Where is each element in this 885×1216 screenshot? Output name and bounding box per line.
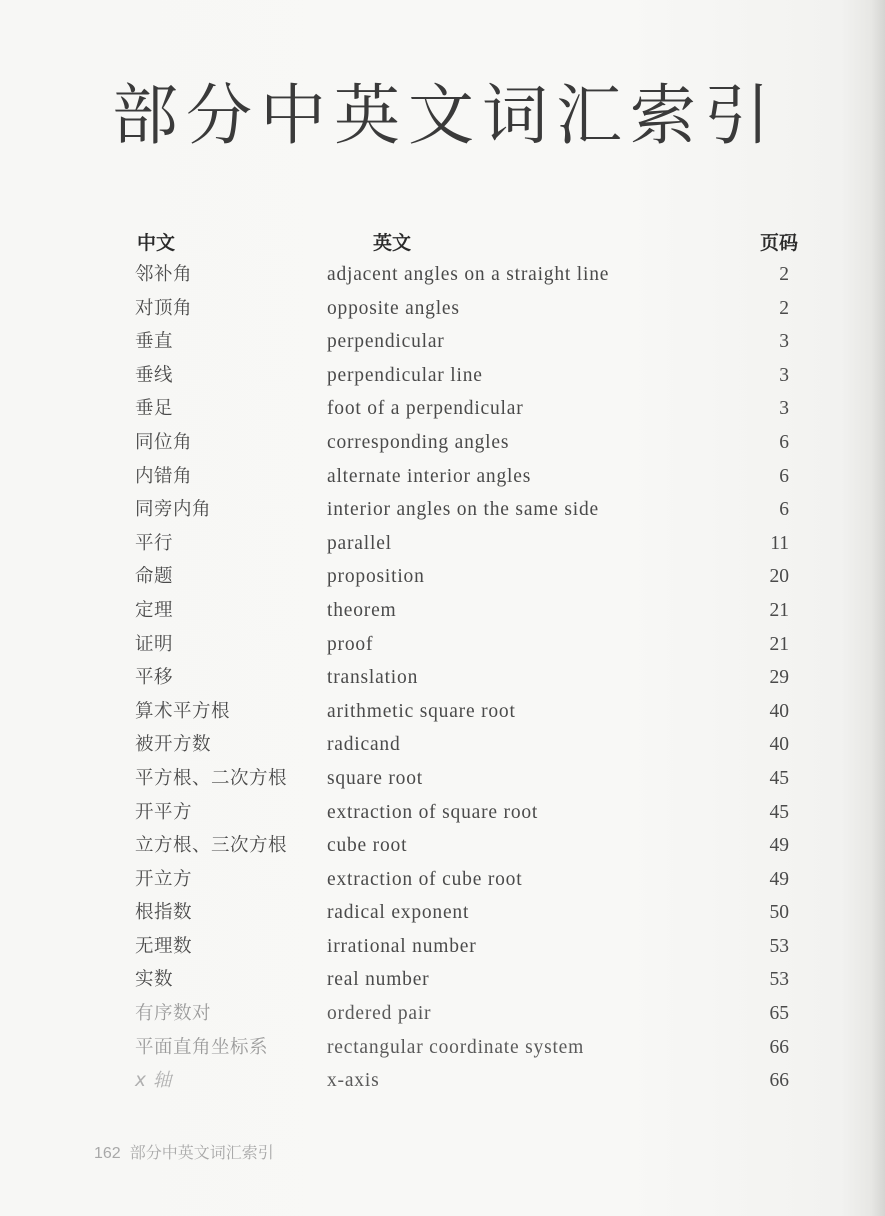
term-chinese: 无理数 (135, 935, 193, 957)
term-page: 2 (779, 297, 789, 319)
table-row (0, 460, 885, 494)
term-page: 45 (769, 801, 789, 823)
term-page: 65 (769, 1003, 789, 1025)
term-page: 49 (769, 868, 789, 890)
term-english: perpendicular (327, 331, 445, 353)
table-row (0, 796, 885, 830)
footer-page-number: 162 (94, 1145, 121, 1162)
header-page: 页码 (760, 232, 799, 254)
table-row (0, 661, 885, 695)
term-page: 2 (779, 264, 789, 285)
term-chinese: 实数 (135, 969, 174, 991)
table-row (0, 493, 885, 527)
term-english: interior angles on the same side (327, 499, 599, 521)
term-english: proof (327, 633, 374, 655)
table-row (0, 594, 885, 628)
term-chinese: 垂足 (135, 398, 174, 420)
vocabulary-list (0, 258, 885, 1098)
table-row (0, 930, 885, 964)
term-english: alternate interior angles (327, 465, 532, 487)
header-chinese: 中文 (137, 232, 176, 254)
term-page: 6 (779, 499, 789, 521)
term-page: 11 (770, 532, 789, 554)
table-row (0, 359, 885, 393)
term-page: 53 (769, 935, 789, 957)
term-english: translation (327, 667, 419, 689)
page-footer (94, 1140, 274, 1163)
footer-running-title: 部分中英文词汇索引 (129, 1143, 274, 1162)
term-english: parallel (327, 532, 392, 554)
table-row (0, 560, 885, 594)
term-chinese: 垂线 (135, 364, 174, 386)
term-page: 20 (769, 566, 789, 588)
term-page: 40 (769, 700, 789, 722)
term-page: 66 (769, 1036, 789, 1058)
table-row (0, 829, 885, 863)
term-chinese: 证明 (135, 633, 174, 655)
term-chinese: 内错角 (135, 465, 193, 487)
term-chinese: 同旁内角 (135, 499, 212, 521)
term-chinese: 被开方数 (135, 734, 212, 756)
term-english: corresponding angles (327, 431, 510, 453)
table-row (0, 728, 885, 762)
term-page: 3 (779, 331, 789, 353)
term-english: radical exponent (327, 902, 470, 924)
term-chinese: 开立方 (135, 868, 193, 890)
table-row (0, 258, 885, 292)
term-page: 66 (769, 1070, 789, 1092)
term-english: square root (327, 767, 423, 789)
term-page: 21 (769, 633, 789, 655)
table-row (0, 628, 885, 662)
term-english: radicand (327, 734, 401, 756)
table-row (0, 325, 885, 359)
term-chinese: x 轴 (135, 1070, 172, 1092)
table-row (0, 426, 885, 460)
term-chinese: 同位角 (135, 431, 193, 453)
term-chinese: 有序数对 (135, 1003, 212, 1025)
term-english: extraction of square root (327, 801, 539, 823)
term-page: 40 (769, 734, 789, 756)
table-row (0, 392, 885, 426)
term-english: proposition (327, 566, 425, 588)
term-chinese: 对顶角 (135, 297, 193, 319)
header-english: 英文 (373, 232, 412, 254)
term-chinese: 命题 (135, 566, 174, 588)
term-chinese: 算术平方根 (135, 700, 231, 722)
term-page: 6 (779, 431, 789, 453)
term-chinese: 立方根、三次方根 (135, 835, 288, 857)
table-row (0, 292, 885, 326)
term-chinese: 平移 (135, 667, 174, 689)
term-english: arithmetic square root (327, 700, 516, 722)
term-english: theorem (327, 599, 397, 621)
term-chinese: 开平方 (135, 801, 193, 823)
term-english: opposite angles (327, 297, 460, 319)
term-english: foot of a perpendicular (327, 398, 524, 420)
term-page: 45 (769, 767, 789, 789)
table-row (0, 963, 885, 997)
term-english: x-axis (327, 1070, 380, 1092)
term-chinese: 平方根、二次方根 (135, 767, 288, 789)
table-header (0, 228, 885, 258)
term-english: cube root (327, 835, 408, 857)
term-english: rectangular coordinate system (327, 1036, 585, 1058)
table-row (0, 863, 885, 897)
term-page: 6 (779, 465, 789, 487)
term-english: real number (327, 969, 430, 991)
term-english: perpendicular line (327, 364, 483, 386)
term-page: 53 (769, 969, 789, 991)
table-row (0, 997, 885, 1031)
table-row (0, 762, 885, 796)
term-english: adjacent angles on a straight line (327, 264, 610, 285)
term-english: extraction of cube root (327, 868, 523, 890)
term-chinese: 根指数 (135, 902, 193, 924)
term-page: 49 (769, 835, 789, 857)
table-row (0, 527, 885, 561)
term-page: 21 (769, 599, 789, 621)
term-page: 3 (779, 398, 789, 420)
term-chinese: 垂直 (135, 331, 174, 353)
term-chinese: 平行 (135, 532, 174, 554)
term-page: 29 (769, 667, 789, 689)
term-english: irrational number (327, 935, 477, 957)
table-row (0, 896, 885, 930)
page-title: 部分中英文词汇索引 (112, 77, 778, 154)
table-row (0, 1031, 885, 1065)
table-row (0, 695, 885, 729)
term-page: 50 (769, 902, 789, 924)
term-chinese: 平面直角坐标系 (135, 1036, 269, 1058)
term-english: ordered pair (327, 1003, 432, 1025)
table-row (0, 1064, 885, 1098)
term-chinese: 定理 (135, 599, 174, 621)
term-page: 3 (779, 364, 789, 386)
term-chinese: 邻补角 (135, 264, 193, 285)
